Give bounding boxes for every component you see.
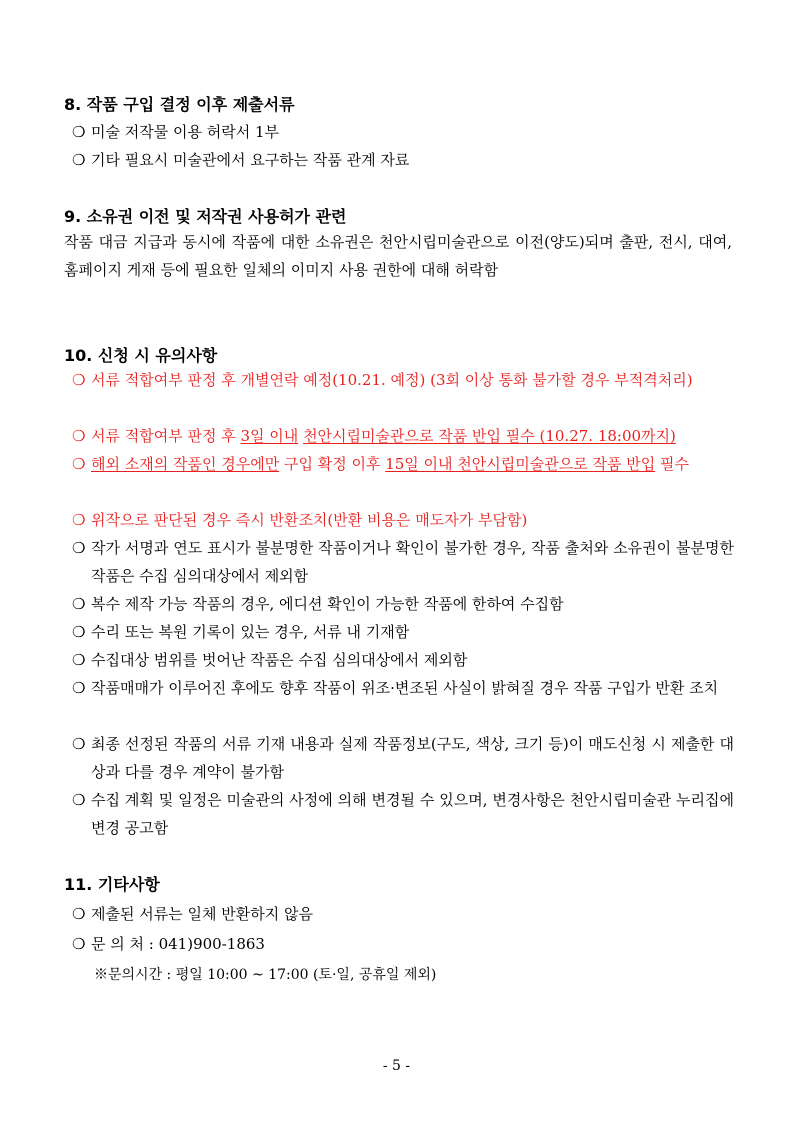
circle-bullet-icon: ❍ [72,371,86,389]
circle-bullet-icon: ❍ [72,123,86,141]
list-item-text: 제출된 서류는 일체 반환하지 않음 [91,905,313,923]
section-10-heading: 10. 신청 시 유의사항 [64,346,218,365]
list-item [64,786,734,842]
circle-bullet-icon: ❍ [72,791,86,809]
list-item-text [64,422,734,450]
text-run: 필수 [655,455,689,473]
circle-bullet-icon: ❍ [72,511,86,529]
circle-bullet-icon: ❍ [72,679,86,697]
list-item-text: 작품매매가 이루어진 후에도 향후 작품이 위조·변조된 사실이 밝혀질 경우 작품 구입가 반환 조치 [91,679,719,697]
list-item [64,590,734,618]
circle-bullet-icon: ❍ [72,623,86,641]
list-item [64,618,734,646]
list-item-text: 수리 또는 복원 기록이 있는 경우, 서류 내 기재함 [91,623,410,641]
list-item-text: 수집대상 범위를 벗어난 작품은 수집 심의대상에서 제외함 [91,651,468,669]
list-item-text: 작가 서명과 연도 표시가 불분명한 작품이거나 확인이 불가한 경우, 작품 출처와 소유권이 불분명한 작품은 수집 심의대상에서 제외함 [91,539,734,585]
list-item-text: 수집 계획 및 일정은 미술관의 사정에 의해 변경될 수 있으며, 변경사항은 천안시립미술관 누리집에 변경 공고함 [91,791,734,837]
list-item-contact [64,930,734,958]
contact-phone: 문 의 처 : 041)900-1863 [91,935,265,953]
inquiry-hours-note: ※문의시간 : 평일 10:00 ~ 17:00 (토·일, 공휴일 제외) [94,967,437,983]
list-item [64,646,734,674]
list-item-text: 최종 선정된 작품의 서류 기재 내용과 실제 작품정보(구도, 색상, 크기 등)이 매도신청 시 제출한 대상과 다를 경우 계약이 불가함 [91,735,734,781]
text-run: 서류 적합여부 판정 후 [91,427,241,445]
circle-bullet-icon: ❍ [72,151,86,169]
list-item-warning [64,450,734,478]
list-item-text: 미술 저작물 이용 허락서 1부 [91,123,280,141]
circle-bullet-icon: ❍ [72,455,86,473]
list-item-text: 위작으로 판단된 경우 즉시 반환조치(반환 비용은 매도자가 부담함) [91,511,528,529]
circle-bullet-icon: ❍ [72,935,86,953]
circle-bullet-icon: ❍ [72,539,86,557]
list-item-warning [64,366,734,394]
text-run: 구입 확정 이후 [279,455,386,473]
list-item-text: 서류 적합여부 판정 후 개별연락 예정(10.21. 예정) (3회 이상 통화 불가할 경우 부적격처리) [91,371,693,389]
list-item [64,146,734,174]
section-9-body: 작품 대금 지급과 동시에 작품에 대한 소유권은 천안시립미술관으로 이전(양도)되며 출판, 전시, 대여, 홈페이지 게재 등에 필요한 일체의 이미지 사용 권한에 대해 허락함 [64,233,732,279]
circle-bullet-icon: ❍ [72,595,86,613]
circle-bullet-icon: ❍ [72,427,86,445]
list-item-text: 기타 필요시 미술관에서 요구하는 작품 관계 자료 [91,151,410,169]
list-item [64,900,734,928]
list-item-warning [64,506,734,534]
list-item-text: 복수 제작 가능 작품의 경우, 에디션 확인이 가능한 작품에 한하여 수집함 [91,595,564,613]
section-11-heading: 11. 기타사항 [64,875,160,894]
section-8-heading: 8. 작품 구입 결정 이후 제출서류 [64,95,295,114]
underlined-text: 해외 소재의 작품인 경우에만 [91,455,280,473]
underlined-text: 3일 이내 [240,427,299,445]
underlined-text: 천안시립미술관으로 작품 반입 필수 (10.27. 18:00까지) [303,427,676,445]
section-9-heading: 9. 소유권 이전 및 저작권 사용허가 관련 [64,207,347,226]
list-item [64,674,734,702]
list-item-warning [64,422,734,450]
circle-bullet-icon: ❍ [72,905,86,923]
list-item [64,118,734,146]
list-item [64,730,734,786]
circle-bullet-icon: ❍ [72,735,86,753]
list-item [64,534,734,590]
list-item-text [64,450,734,478]
underlined-text: 15일 이내 천안시립미술관으로 작품 반입 [385,455,656,473]
circle-bullet-icon: ❍ [72,651,86,669]
page-number: - 5 - [382,1058,411,1074]
